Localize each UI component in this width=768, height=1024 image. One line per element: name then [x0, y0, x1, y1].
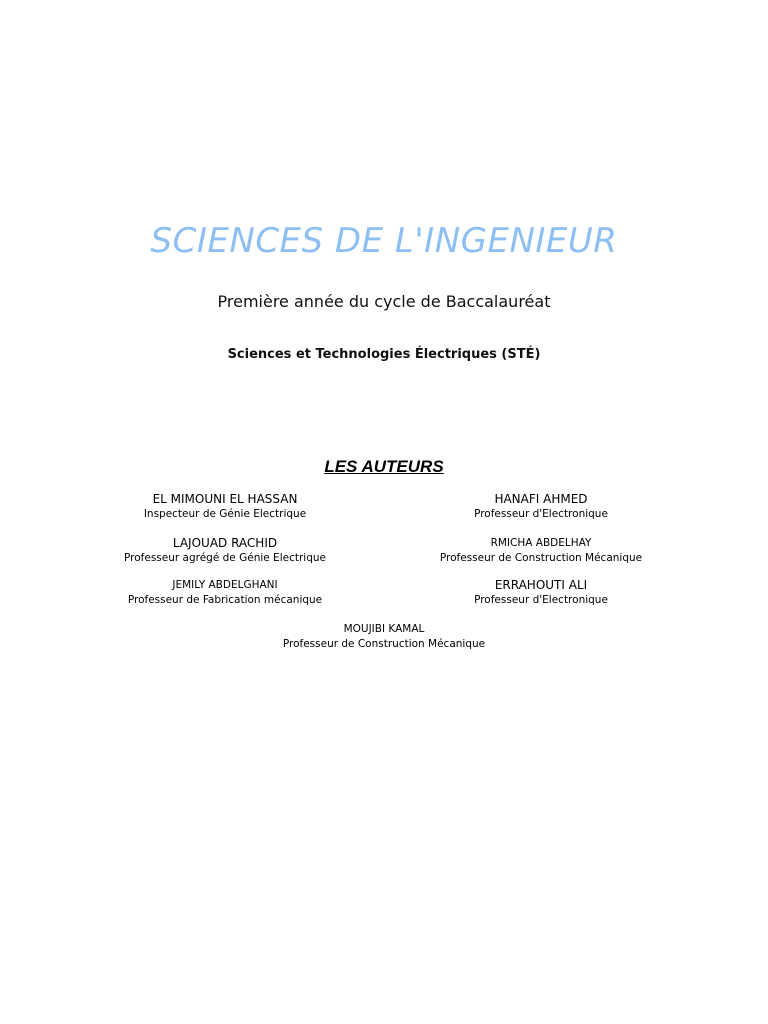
author-role: Professeur de Construction Mécanique — [282, 638, 486, 650]
authors-heading: LES AUTEURS — [324, 457, 444, 476]
author-entry — [65, 535, 385, 566]
author-name: JEMILY ABDELGHANI — [172, 579, 278, 591]
document-subtitle: Première année du cycle de Baccalauréat — [217, 292, 551, 311]
author-role: Professeur de Fabrication mécanique — [127, 594, 323, 606]
author-name: ERRAHOUTI ALI — [494, 578, 588, 592]
author-entry — [381, 577, 701, 608]
document-title: SCIENCES DE L'INGENIEUR — [150, 221, 618, 261]
author-role: Inspecteur de Génie Electrique — [143, 508, 307, 520]
author-name: EL MIMOUNI EL HASSAN — [152, 492, 298, 506]
author-role: Professeur d'Electronique — [474, 508, 608, 520]
author-name: HANAFI AHMED — [494, 492, 588, 506]
author-role: Professeur agrégé de Génie Electrique — [124, 552, 326, 564]
author-entry — [224, 621, 544, 652]
author-name: MOUJIBI KAMAL — [343, 623, 425, 635]
author-entry — [65, 491, 385, 522]
author-entry — [381, 491, 701, 522]
author-role: Professeur de Construction Mécanique — [439, 552, 643, 564]
author-role: Professeur d'Electronique — [474, 594, 608, 606]
author-name: RMICHA ABDELHAY — [490, 537, 592, 549]
author-entry — [65, 577, 385, 608]
author-entry — [381, 535, 701, 566]
program-track: Sciences et Technologies Électriques (STÉ) — [227, 347, 541, 362]
author-name: LAJOUAD RACHID — [172, 536, 278, 550]
